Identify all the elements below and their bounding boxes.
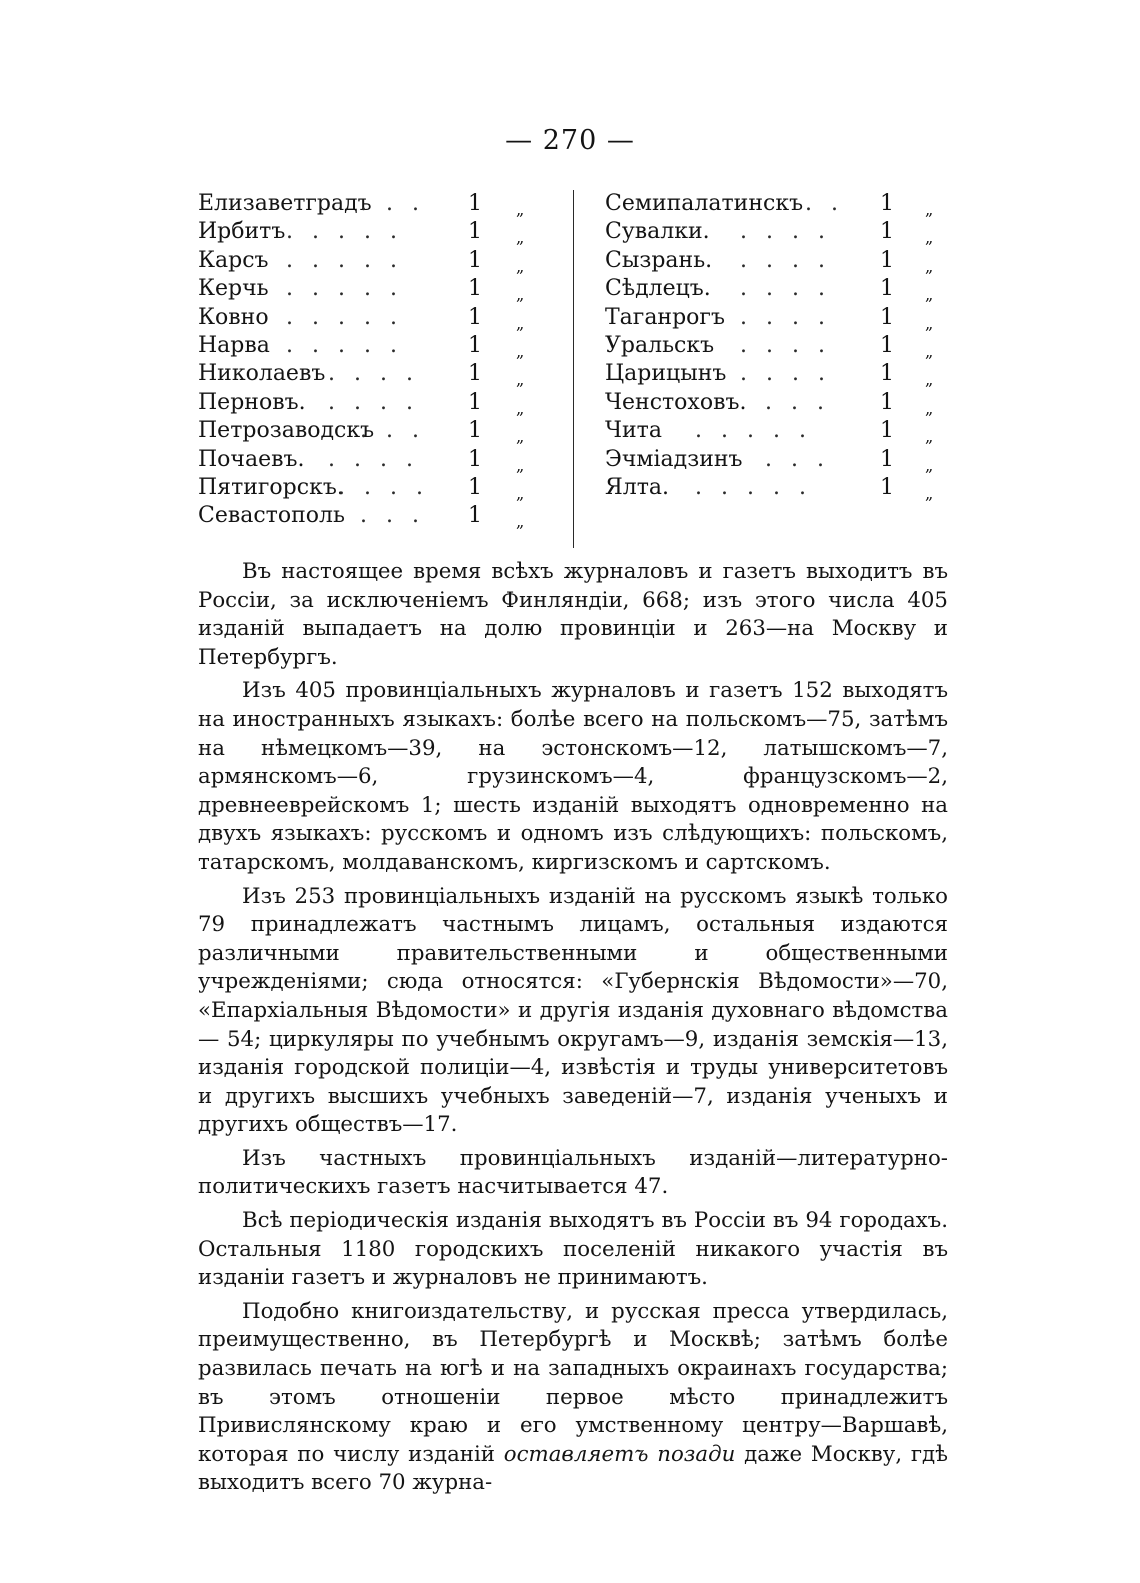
city-name: Уральскъ xyxy=(605,332,715,358)
leader-dots: . . . . . xyxy=(286,247,403,273)
ditto-mark: „ xyxy=(516,370,525,390)
city-name: Нарва xyxy=(198,332,270,358)
count: 1 xyxy=(468,191,482,216)
table-row xyxy=(605,389,950,417)
city-name: Петрозаводскъ xyxy=(198,418,375,444)
ditto-mark: „ xyxy=(516,483,525,503)
leader-dots: . . . . . xyxy=(286,304,403,330)
city-name: Керчь xyxy=(198,276,269,302)
city-name: Чита xyxy=(605,418,662,444)
ditto-mark: „ xyxy=(516,512,525,532)
ditto-mark: „ xyxy=(516,228,525,248)
count: 1 xyxy=(880,247,894,273)
leader-dots: . . . . xyxy=(740,276,831,302)
leader-dots: . . . . xyxy=(740,361,831,387)
city-name: Пятигорскъ. xyxy=(198,474,344,500)
leader-dots: . . . xyxy=(765,446,830,472)
ditto-mark: „ xyxy=(516,256,525,276)
table-row xyxy=(198,218,558,246)
leader-dots: . . . . xyxy=(740,219,831,245)
count: 1 xyxy=(468,474,482,500)
table-row xyxy=(605,247,950,275)
count: 1 xyxy=(468,418,482,444)
count: 1 xyxy=(880,361,894,387)
table-row xyxy=(605,190,950,218)
leader-dots: . . xyxy=(805,191,844,216)
leader-dots: . . . . xyxy=(328,361,419,387)
table-row xyxy=(198,247,558,275)
count: 1 xyxy=(880,219,894,245)
count: 1 xyxy=(880,276,894,302)
table-row xyxy=(198,304,558,332)
count: 1 xyxy=(880,446,894,472)
table-row xyxy=(198,190,558,218)
table-row xyxy=(605,218,950,246)
table-row xyxy=(605,446,950,474)
leader-dots: . . . xyxy=(765,389,830,415)
ditto-mark: „ xyxy=(925,483,934,503)
ditto-mark: „ xyxy=(925,427,934,447)
count: 1 xyxy=(468,276,482,302)
city-name: Ялта. xyxy=(605,474,670,500)
city-name: Ирбитъ xyxy=(198,219,286,245)
count: 1 xyxy=(880,304,894,330)
text-run: Подобно книгоиздательству, и русская пресса утвердилась, преимущественно, въ Петербургѣ и Москвѣ; затѣмъ болѣе развилась печать на югѣ и на западныхъ окраинахъ государства; въ этомъ отношеніи первое мѣсто принадлежитъ Привислянскому краю и его умственному центру—Варшавѣ, которая по числу изданій xyxy=(198,1298,948,1467)
city-name: Ченстоховъ. xyxy=(605,389,747,415)
city-name: Почаевъ. xyxy=(198,446,305,472)
leader-dots: . . . . . xyxy=(286,276,403,302)
ditto-mark: „ xyxy=(516,427,525,447)
ditto-mark: „ xyxy=(925,256,934,276)
count: 1 xyxy=(880,474,894,500)
ditto-mark: „ xyxy=(516,200,525,219)
leader-dots: . . . . xyxy=(740,247,831,273)
paragraph: Изъ частныхъ провинціальныхъ изданій—литературно-политическихъ газетъ насчитывается 47. xyxy=(198,1145,948,1200)
leader-dots: . . . xyxy=(360,418,425,444)
city-name: Николаевъ xyxy=(198,361,326,387)
city-name: Царицынъ xyxy=(605,361,727,387)
ditto-mark: „ xyxy=(925,370,934,390)
city-name: Карсъ xyxy=(198,247,269,273)
body-text xyxy=(198,558,948,1503)
count: 1 xyxy=(880,332,894,358)
leader-dots: . . . . xyxy=(328,446,419,472)
count: 1 xyxy=(468,219,482,245)
city-name: Сѣдлецъ. xyxy=(605,276,711,302)
table-row xyxy=(198,360,558,388)
paragraph-last xyxy=(198,1298,948,1498)
table-row xyxy=(605,304,950,332)
city-name: Елизаветградъ xyxy=(198,191,372,216)
ditto-mark: „ xyxy=(516,398,525,418)
text-run: даже Москву, гдѣ выходитъ всего 70 журна- xyxy=(198,1441,948,1496)
page-number: — 270 — xyxy=(505,125,635,156)
count: 1 xyxy=(468,332,482,358)
table-row xyxy=(605,360,950,388)
leader-dots: . . . . . xyxy=(695,474,812,500)
city-name: Сувалки. xyxy=(605,219,710,245)
leader-dots: . . . . xyxy=(740,332,831,358)
table-row xyxy=(198,389,558,417)
paragraph: Изъ 253 провинціальныхъ изданій на русскомъ языкѣ только 79 принадлежатъ частнымъ лицамъ, остальныя издаются различными правительственными и общественными учрежденіями; сюда относятся: «Губернскія Вѣдомости»—70, «Епархіальныя Вѣдомости» и другія изданія духовнаго вѣдомства — 54; циркуляры по учебнымъ округамъ—9, изданія земскія—13, изданія городской полиціи—4, извѣстія и труды университетовъ и другихъ высшихъ учебныхъ заведеній—7, изданія ученыхъ и другихъ обществъ—17. xyxy=(198,883,948,1138)
count: 1 xyxy=(468,247,482,273)
table-row xyxy=(605,275,950,303)
table-row xyxy=(605,332,950,360)
table-row xyxy=(198,275,558,303)
ditto-mark: „ xyxy=(925,398,934,418)
count: 1 xyxy=(468,389,482,415)
ditto-mark: „ xyxy=(925,455,934,475)
count: 1 xyxy=(468,503,482,529)
ditto-mark: „ xyxy=(925,285,934,305)
leader-dots: . . . . . xyxy=(695,418,812,444)
count: 1 xyxy=(468,361,482,387)
count: 1 xyxy=(880,389,894,415)
table-row xyxy=(198,502,558,530)
count: 1 xyxy=(880,191,894,216)
city-name: Ковно xyxy=(198,304,269,330)
count: 1 xyxy=(468,304,482,330)
city-name: Эчміадзинъ xyxy=(605,446,743,472)
count: 1 xyxy=(880,418,894,444)
ditto-mark: „ xyxy=(516,285,525,305)
ditto-mark: „ xyxy=(516,341,525,361)
paragraph: Изъ 405 провинціальныхъ журналовъ и газетъ 152 выходятъ на иностранныхъ языкахъ: болѣе всего на польскомъ—75, затѣмъ на нѣмецкомъ—39, на эстонскомъ—12, латышскомъ—7, армянскомъ—6, грузинскомъ—4, французскомъ—2, древнееврейскомъ 1; шесть изданій выходятъ одновременно на двухъ языкахъ: русскомъ и одномъ изъ слѣдующихъ: польскомъ, татарскомъ, молдаванскомъ, киргизскомъ и сартскомъ. xyxy=(198,678,948,875)
ditto-mark: „ xyxy=(925,313,934,333)
paragraph: Всѣ періодическія изданія выходятъ въ Россіи въ 94 городахъ. Остальныя 1180 городскихъ поселеній никакого участія въ изданіи газетъ и журналовъ не принимаютъ. xyxy=(198,1208,948,1291)
leader-dots: . . . xyxy=(360,503,425,529)
table-row xyxy=(198,474,558,502)
ditto-mark: „ xyxy=(925,228,934,248)
count: 1 xyxy=(468,446,482,472)
paragraph: Въ настоящее время всѣхъ журналовъ и газетъ выходитъ въ Россіи, за исключеніемъ Финляндіи, 668; изъ этого числа 405 изданій выпадаетъ на долю провинціи и 263—на Москву и Петербургъ. xyxy=(198,559,948,670)
leader-dots: . . . xyxy=(360,191,425,216)
city-name: Перновъ. xyxy=(198,389,306,415)
table-row xyxy=(605,417,950,445)
table-row xyxy=(198,446,558,474)
leader-dots: . . . . xyxy=(328,389,419,415)
table-row xyxy=(198,417,558,445)
city-name: Таганрогъ xyxy=(605,304,725,330)
leader-dots: . . . . . xyxy=(286,332,403,358)
leader-dots: . . . . xyxy=(740,304,831,330)
ditto-mark: „ xyxy=(925,200,934,219)
city-table-left xyxy=(198,190,558,531)
ditto-mark: „ xyxy=(516,313,525,333)
city-name: Семипалатинскъ xyxy=(605,191,804,216)
table-row xyxy=(198,332,558,360)
city-name: Севастополь xyxy=(198,503,345,529)
italic-text: оставляетъ позади xyxy=(503,1441,736,1467)
city-table-right xyxy=(605,190,950,502)
ditto-mark: „ xyxy=(925,341,934,361)
ditto-mark: „ xyxy=(516,455,525,475)
leader-dots: . . . . xyxy=(338,474,429,500)
city-name: Сызрань. xyxy=(605,247,713,273)
leader-dots: . . . . . xyxy=(286,219,403,245)
table-row xyxy=(605,474,950,502)
column-divider xyxy=(573,190,574,548)
